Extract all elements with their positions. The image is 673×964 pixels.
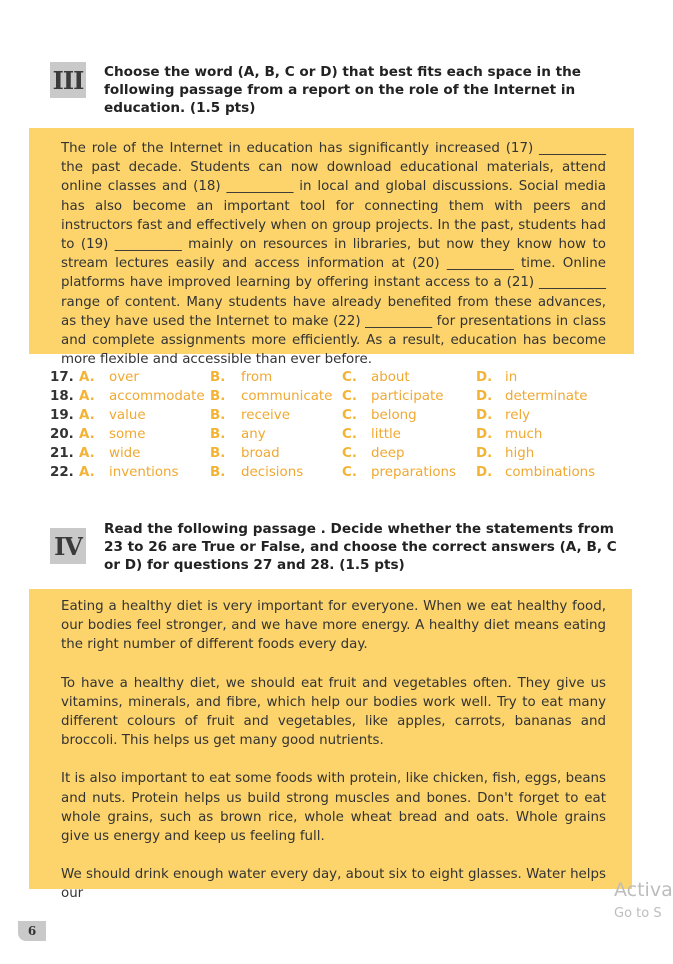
- option-d[interactable]: combinations: [505, 465, 596, 480]
- option-letter-a: A.: [79, 389, 95, 404]
- option-letter-d: D.: [476, 389, 493, 404]
- option-letter-c: C.: [342, 427, 357, 442]
- option-letter-c: C.: [342, 465, 357, 480]
- option-letter-b: B.: [210, 370, 226, 385]
- option-b[interactable]: communicate: [241, 389, 333, 404]
- question-number: 22.: [50, 465, 74, 480]
- option-b[interactable]: decisions: [241, 465, 304, 480]
- passage-text-iii: The role of the Internet in education has significantly increased (17) __________ the past decade. Students can now download educational materials, attend online classes and (18) __________ in local and global discussions. Social media has also become an important tool for connecting them with peers and instructors fast and effectively when on group projects. In the past, students had to (19) __________ mainly on resources in libraries, but now they know how to stream lectures easily and access information at (20) __________ time. Online platforms have improved learning by offering instant access to a (21) __________ range of content. Many students have already benefited from these advances, as they have used the Internet to make (22) __________ for presentations in class and complete assignments more efficiently. As a result, education has become more flexible and accessible than ever before.: [61, 141, 606, 368]
- option-letter-d: D.: [476, 446, 493, 461]
- option-letter-d: D.: [476, 465, 493, 480]
- section-iii-instructions: Choose the word (A, B, C or D) that best fits each space in the following passage from a report on the role of the Internet in education. (1.5 pts): [104, 64, 582, 116]
- passage-box-iv: [29, 589, 632, 902]
- option-letter-c: C.: [342, 408, 357, 423]
- option-a[interactable]: value: [109, 408, 146, 423]
- option-letter-c: C.: [342, 446, 357, 461]
- option-letter-a: A.: [79, 427, 95, 442]
- question-row-18: [50, 389, 630, 408]
- option-b[interactable]: receive: [241, 408, 290, 423]
- option-d[interactable]: high: [505, 446, 535, 461]
- option-letter-a: A.: [79, 446, 95, 461]
- question-number: 18.: [50, 389, 74, 404]
- option-b[interactable]: broad: [241, 446, 280, 461]
- passage-box-iii: [29, 128, 634, 368]
- question-number: 20.: [50, 427, 74, 442]
- option-c[interactable]: little: [371, 427, 401, 442]
- option-c[interactable]: deep: [371, 446, 405, 461]
- question-row-21: [50, 446, 630, 465]
- option-letter-c: C.: [342, 389, 357, 404]
- section-badge-iv: IV: [50, 528, 86, 564]
- option-b[interactable]: any: [241, 427, 266, 442]
- option-letter-a: A.: [79, 408, 95, 423]
- option-a[interactable]: inventions: [109, 465, 179, 480]
- activation-watermark-line2: Go to S: [614, 906, 662, 921]
- option-d[interactable]: determinate: [505, 389, 588, 404]
- option-letter-d: D.: [476, 370, 493, 385]
- question-number: 19.: [50, 408, 74, 423]
- answer-options: [50, 370, 630, 484]
- option-letter-a: A.: [79, 465, 95, 480]
- page-number: 6: [18, 921, 46, 941]
- option-letter-b: B.: [210, 446, 226, 461]
- option-letter-d: D.: [476, 408, 493, 423]
- option-letter-b: B.: [210, 408, 226, 423]
- option-d[interactable]: in: [505, 370, 518, 385]
- activation-watermark-line1: Activa: [614, 879, 673, 901]
- passage-paragraph: We should drink enough water every day, about six to eight glasses. Water helps our: [61, 867, 606, 902]
- option-letter-b: B.: [210, 465, 226, 480]
- option-letter-a: A.: [79, 370, 95, 385]
- option-a[interactable]: some: [109, 427, 146, 442]
- option-letter-b: B.: [210, 427, 226, 442]
- section-iv-instructions: Read the following passage . Decide whether the statements from 23 to 26 are True or False, and choose the correct answers (A, B, C or D) for questions 27 and 28. (1.5 pts): [104, 521, 617, 573]
- question-number: 17.: [50, 370, 74, 385]
- question-row-19: [50, 408, 630, 427]
- option-c[interactable]: participate: [371, 389, 444, 404]
- question-row-20: [50, 427, 630, 446]
- question-row-17: [50, 370, 630, 389]
- passage-paragraph: It is also important to eat some foods with protein, like chicken, fish, eggs, beans and nuts. Protein helps us build strong muscles and bones. Don't forget to eat whole grains, such as brown rice, whole wheat bread and oats. Whole grains give us energy and keep us feeling full.: [61, 771, 606, 845]
- option-letter-c: C.: [342, 370, 357, 385]
- option-d[interactable]: much: [505, 427, 543, 442]
- option-c[interactable]: preparations: [371, 465, 456, 480]
- option-a[interactable]: over: [109, 370, 139, 385]
- option-d[interactable]: rely: [505, 408, 531, 423]
- option-letter-d: D.: [476, 427, 493, 442]
- option-a[interactable]: wide: [109, 446, 141, 461]
- option-c[interactable]: about: [371, 370, 410, 385]
- option-b[interactable]: from: [241, 370, 273, 385]
- question-number: 21.: [50, 446, 74, 461]
- section-badge-iii: III: [50, 62, 86, 98]
- passage-paragraph: Eating a healthy diet is very important for everyone. When we eat healthy food, our bodies feel stronger, and we have more energy. A healthy diet means eating the right number of different foods every day.: [61, 599, 606, 653]
- passage-paragraph: To have a healthy diet, we should eat fruit and vegetables often. They give us vitamins, minerals, and fibre, which help our bodies work well. Try to eat many different colours of fruit and vegetables, like apples, carrots, bananas and broccoli. This helps us get many good nutrients.: [61, 675, 606, 749]
- option-c[interactable]: belong: [371, 408, 417, 423]
- question-row-22: [50, 465, 630, 484]
- option-letter-b: B.: [210, 389, 226, 404]
- option-a[interactable]: accommodate: [109, 389, 205, 404]
